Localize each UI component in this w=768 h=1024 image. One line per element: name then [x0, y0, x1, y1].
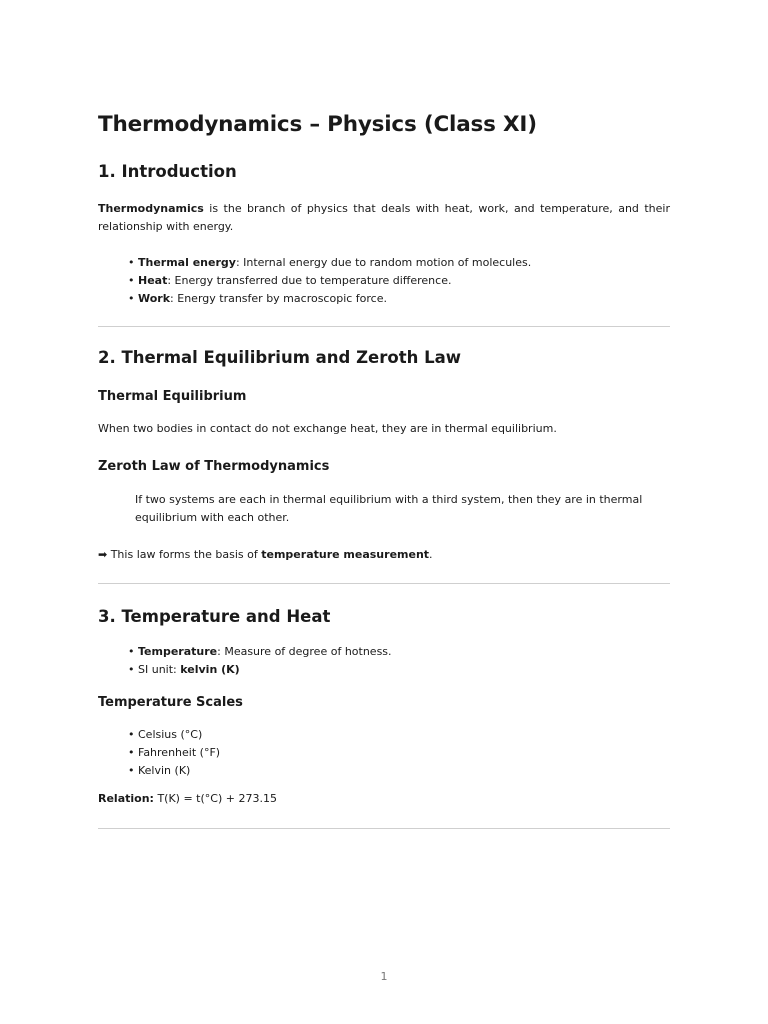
bullet-desc: : Measure of degree of hotness. — [217, 645, 392, 658]
bullet-term: Temperature — [138, 645, 218, 658]
page-number: 1 — [380, 970, 388, 983]
list-item: • Kelvin (K) — [128, 764, 191, 777]
temperature-bullet-list — [98, 643, 392, 679]
bullet-desc: SI unit: — [138, 663, 181, 676]
list-item: • Fahrenheit (°F) — [128, 746, 221, 759]
zeroth-law-quote: If two systems are each in thermal equilibrium with a third system, then they are in thermal equilibrium with each other. — [135, 493, 643, 524]
scale-item: Kelvin (K) — [138, 764, 191, 777]
section-divider — [98, 326, 670, 327]
arrow-icon: ➡ — [98, 548, 108, 561]
scales-list — [98, 726, 220, 780]
bullet-desc: : Energy transfer by macroscopic force. — [170, 292, 387, 305]
relation-label: Relation: — [98, 792, 154, 805]
note-bold: temperature measurement — [261, 548, 430, 561]
note-text: This law forms the basis of — [107, 548, 262, 561]
section-heading-thermal-equilibrium: 2. Thermal Equilibrium and Zeroth Law — [98, 348, 461, 367]
subheading-zeroth-law: Zeroth Law of Thermodynamics — [98, 459, 330, 474]
relation-line — [98, 790, 277, 808]
bullet-term: Heat — [138, 274, 168, 287]
note-end: . — [429, 548, 433, 561]
list-item: • Celsius (°C) — [128, 728, 203, 741]
bullet-term: Work — [138, 292, 171, 305]
intro-paragraph — [98, 200, 670, 236]
thermal-equilibrium-text: When two bodies in contact do not exchange heat, they are in thermal equilibrium. — [98, 422, 557, 435]
subheading-temperature-scales: Temperature Scales — [98, 695, 243, 710]
list-item: • Temperature: Measure of degree of hotness. — [128, 645, 392, 658]
relation-formula: T(K) = t(°C) + 273.15 — [153, 792, 277, 805]
zeroth-law-note — [98, 546, 433, 564]
bullet-term: Thermal energy — [138, 256, 236, 269]
list-item: • Thermal energy: Internal energy due to random motion of molecules. — [128, 256, 532, 269]
intro-text: is the branch of physics that deals with heat, work, and temperature, and their relationship with energy. — [98, 202, 670, 233]
section-heading-temperature-heat: 3. Temperature and Heat — [98, 607, 331, 626]
intro-term: Thermodynamics — [98, 202, 204, 215]
bullet-desc: : Energy transferred due to temperature difference. — [167, 274, 452, 287]
bullet-desc: : Internal energy due to random motion of molecules. — [235, 256, 532, 269]
section-divider — [98, 828, 670, 829]
list-item: • Heat: Energy transferred due to temperature difference. — [128, 274, 452, 287]
scale-item: Fahrenheit (°F) — [138, 746, 221, 759]
section-heading-introduction: 1. Introduction — [98, 162, 237, 181]
page-title: Thermodynamics – Physics (Class XI) — [98, 112, 537, 137]
intro-bullet-list — [98, 254, 531, 308]
list-item: • SI unit: kelvin (K) — [128, 663, 240, 676]
section-divider — [98, 583, 670, 584]
bullet-term: kelvin (K) — [180, 663, 240, 676]
list-item: • Work: Energy transfer by macroscopic force. — [128, 292, 387, 305]
scale-item: Celsius (°C) — [138, 728, 203, 741]
subheading-thermal-equilibrium: Thermal Equilibrium — [98, 389, 247, 404]
